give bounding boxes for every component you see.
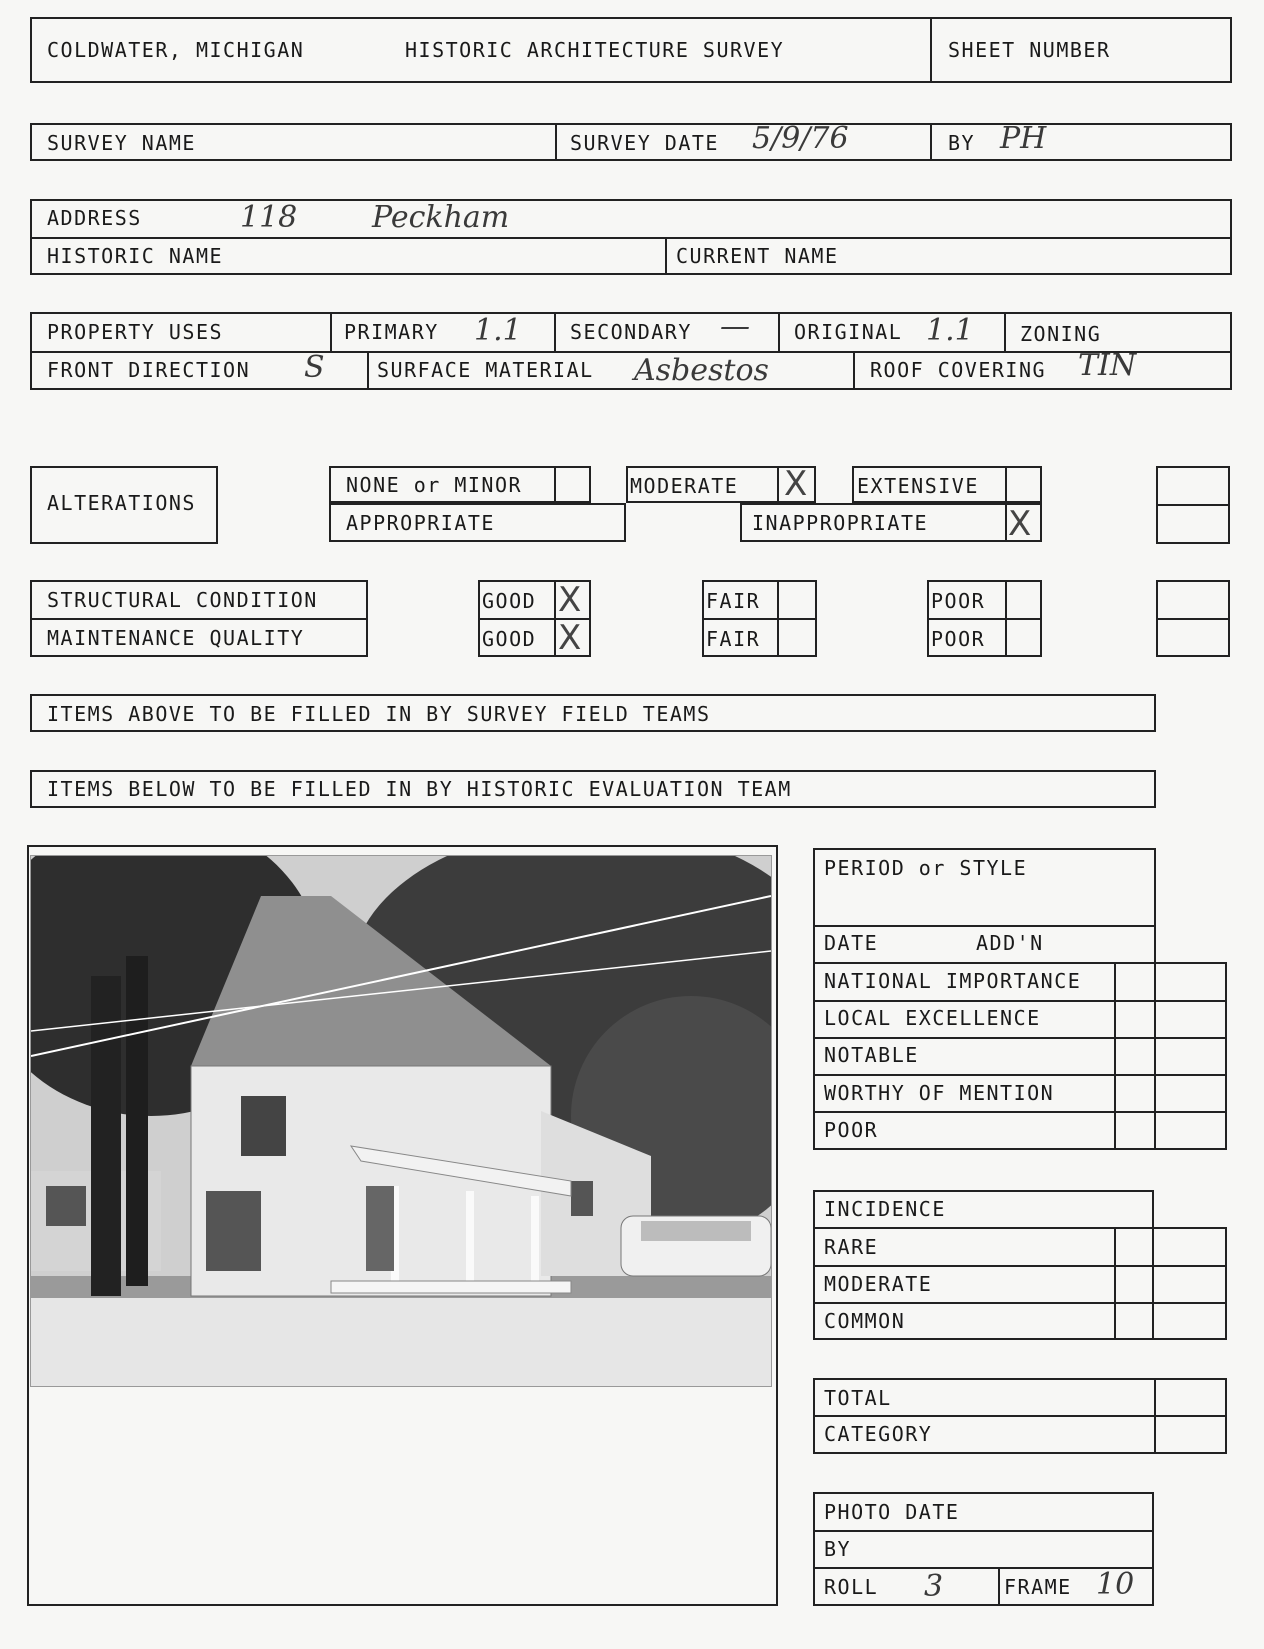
alterations-extensive: EXTENSIVE — [857, 474, 979, 498]
structural-condition-label: STRUCTURAL CONDITION — [47, 588, 318, 612]
property-div-5 — [367, 351, 369, 390]
header-divider — [930, 17, 932, 83]
eval-row-poor: POOR — [824, 1118, 879, 1142]
fair-check-divider — [777, 580, 779, 657]
roof-covering-label: ROOF COVERING — [870, 358, 1047, 382]
eval-line-7 — [813, 1148, 1227, 1150]
incidence-rare: RARE — [824, 1235, 879, 1259]
eval-row-notable: NOTABLE — [824, 1043, 919, 1067]
alterations-extensive-check-divider — [1005, 466, 1007, 503]
property-div-6 — [853, 351, 855, 390]
address-row-divider — [30, 237, 1232, 239]
primary-label: PRIMARY — [344, 320, 439, 344]
surface-material-value: Asbestos — [634, 353, 769, 388]
primary-value: 1.1 — [474, 313, 522, 348]
address-street: Peckham — [372, 200, 510, 235]
eval-line-6 — [813, 1111, 1227, 1113]
survey-by-label: BY — [948, 131, 976, 155]
alterations-label: ALTERATIONS — [47, 491, 196, 515]
poor-divider — [927, 618, 1042, 620]
original-value: 1.1 — [926, 313, 974, 348]
poor-check-divider — [1005, 580, 1007, 657]
header-city: COLDWATER, MICHIGAN — [47, 38, 305, 62]
eval-line-5 — [813, 1074, 1227, 1076]
note-above: ITEMS ABOVE TO BE FILLED IN BY SURVEY FIELD TEAMS — [47, 702, 711, 726]
survey-date-value: 5/9/76 — [752, 121, 849, 156]
roll-label: ROLL — [824, 1575, 879, 1599]
totals-score-divider — [1154, 1378, 1156, 1454]
secondary-value: — — [720, 309, 750, 344]
roof-covering-value: TIN — [1078, 348, 1137, 383]
photo-date-label: PHOTO DATE — [824, 1500, 960, 1524]
eval-row-local: LOCAL EXCELLENCE — [824, 1006, 1041, 1030]
eval-row-national: NATIONAL IMPORTANCE — [824, 969, 1082, 993]
eval-score-right — [1225, 962, 1227, 1150]
eval-addn-label: ADD'N — [976, 931, 1044, 955]
property-div-3 — [778, 312, 780, 351]
inc-line-3 — [813, 1302, 1227, 1304]
photo-info-line-1 — [813, 1530, 1154, 1532]
maintenance-good: GOOD — [482, 627, 537, 651]
structural-fair: FAIR — [706, 589, 761, 613]
eval-row-worthy: WORTHY OF MENTION — [824, 1081, 1055, 1105]
inc-score-divider — [1114, 1227, 1116, 1340]
condition-score-divider — [1156, 618, 1230, 620]
condition-label-divider — [30, 618, 368, 620]
header-title: HISTORIC ARCHITECTURE SURVEY — [405, 38, 785, 62]
photo-info-roll-divider — [998, 1567, 1000, 1606]
front-direction-value: S — [304, 350, 325, 385]
period-style-label: PERIOD or STYLE — [824, 856, 1028, 880]
roll-value: 3 — [924, 1569, 944, 1604]
eval-line-3 — [813, 1000, 1227, 1002]
inc-line-4 — [813, 1338, 1227, 1340]
survey-date-label: SURVEY DATE — [570, 131, 719, 155]
inc-line-1 — [813, 1227, 1227, 1229]
secondary-label: SECONDARY — [570, 320, 692, 344]
alterations-score-divider — [1156, 504, 1230, 506]
survey-name-label: SURVEY NAME — [47, 131, 196, 155]
original-label: ORIGINAL — [794, 320, 903, 344]
alterations-inappropriate-check-divider — [1005, 503, 1007, 542]
alterations-inappropriate: INAPPROPRIATE — [752, 511, 929, 535]
property-uses-label: PROPERTY USES — [47, 320, 224, 344]
maintenance-poor: POOR — [931, 627, 986, 651]
historic-name-label: HISTORIC NAME — [47, 244, 224, 268]
incidence-moderate: MODERATE — [824, 1272, 933, 1296]
total-label: TOTAL — [824, 1386, 892, 1410]
alterations-inappropriate-check: X — [1008, 504, 1032, 544]
property-div-1 — [330, 312, 332, 351]
alterations-none-minor: NONE or MINOR — [346, 473, 523, 497]
note-below: ITEMS BELOW TO BE FILLED IN BY HISTORIC EVALUATION TEAM — [47, 777, 792, 801]
alterations-moderate-check: X — [784, 464, 808, 504]
totals-divider — [813, 1415, 1227, 1417]
frame-label: FRAME — [1004, 1575, 1072, 1599]
sheet-number-label: SHEET NUMBER — [948, 38, 1111, 62]
survey-divider-2 — [930, 123, 932, 161]
surface-material-label: SURFACE MATERIAL — [377, 358, 594, 382]
address-name-divider — [665, 237, 667, 275]
address-label: ADDRESS — [47, 206, 142, 230]
alterations-moderate: MODERATE — [630, 474, 739, 498]
eval-line-2 — [813, 962, 1227, 964]
category-label: CATEGORY — [824, 1422, 933, 1446]
eval-score-divider — [1114, 962, 1116, 1150]
survey-divider-1 — [555, 123, 557, 161]
alterations-moderate-check-divider — [777, 466, 779, 503]
incidence-common: COMMON — [824, 1309, 906, 1333]
inc-score-right — [1225, 1227, 1227, 1340]
inc-line-2 — [813, 1265, 1227, 1267]
eval-line-4 — [813, 1037, 1227, 1039]
photo-by-label: BY — [824, 1537, 852, 1561]
structural-poor: POOR — [931, 589, 986, 613]
property-div-2 — [554, 312, 556, 351]
survey-by-value: PH — [1000, 121, 1047, 156]
structural-good: GOOD — [482, 589, 537, 613]
maintenance-good-check: X — [558, 618, 582, 658]
maintenance-quality-label: MAINTENANCE QUALITY — [47, 626, 305, 650]
fair-divider — [702, 618, 817, 620]
alterations-appropriate: APPROPRIATE — [346, 511, 495, 535]
property-div-4 — [1004, 312, 1006, 351]
eval-line-1 — [813, 925, 1156, 927]
structural-good-check: X — [558, 580, 582, 620]
house-photo — [30, 855, 772, 1387]
incidence-label: INCIDENCE — [824, 1197, 946, 1221]
alterations-none-check-divider — [554, 466, 556, 503]
zoning-label: ZONING — [1020, 322, 1102, 346]
address-number: 118 — [240, 200, 298, 235]
front-direction-label: FRONT DIRECTION — [47, 358, 251, 382]
frame-value: 10 — [1096, 1567, 1135, 1602]
property-row-divider — [30, 351, 1232, 353]
good-check-divider — [554, 580, 556, 657]
current-name-label: CURRENT NAME — [676, 244, 839, 268]
maintenance-fair: FAIR — [706, 627, 761, 651]
eval-date-label: DATE — [824, 931, 879, 955]
